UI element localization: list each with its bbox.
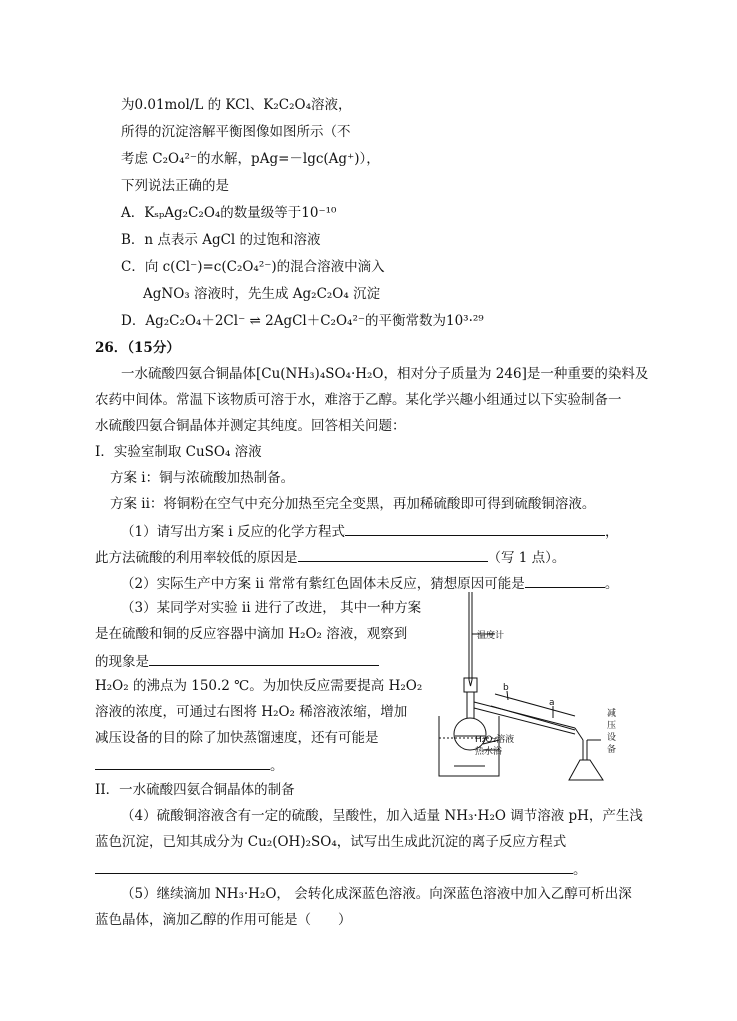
question-1-reason-prompt: 此方法硫酸的利用率较低的原因是: [95, 550, 298, 566]
question-4-line-2: 蓝色沉淀，已知其成分为 Cu₂(OH)₂SO₄，试写出生成此沉淀的离子反应方程式: [95, 834, 567, 850]
answer-blank-3a[interactable]: [149, 650, 379, 666]
receiving-flask: [569, 760, 603, 780]
question-4-line-3: [95, 858, 587, 880]
option-b: B．n 点表示 AgCl 的过饱和溶液: [121, 232, 321, 248]
question-4-line-1: （4）硫酸铜溶液含有一定的硫酸，呈酸性，加入适量 NH₃·H₂O 调节溶液 pH，产生浅: [121, 808, 643, 824]
vacuum-label-char-2: 压: [607, 721, 617, 731]
question-3-line-1: （3）某同学对实验 ii 进行了改进， 其中一种方案: [121, 600, 422, 616]
option-a: A．KₛₚAg₂C₂O₄的数量级等于10⁻¹⁰: [121, 205, 337, 221]
question-2-prompt: （2）实际生产中方案 ii 常常有紫红色固体未反应，猜想原因可能是: [121, 576, 525, 592]
thermometer-label: 温度计: [477, 631, 505, 641]
answer-blank-1b[interactable]: [298, 546, 488, 562]
question-3-line-6: 减压设备的目的除了加快蒸馏速度，还有可能是: [95, 730, 379, 746]
plan-i: 方案 i：铜与浓硫酸加热制备。: [110, 470, 295, 486]
question-5-line-2: 蓝色晶体，滴加乙醇的作用可能是（ ）: [95, 912, 352, 928]
prev-question-line-2: 所得的沉淀溶解平衡图像如图所示（不: [121, 124, 351, 140]
vacuum-label-char-3: 设: [607, 733, 617, 743]
section-1-heading: I．实验室制取 CuSO₄ 溶液: [95, 444, 262, 460]
question-3-line-5: 溶液的浓度，可通过右图将 H₂O₂ 稀溶液浓缩，增加: [95, 704, 408, 720]
punctuation: 。: [270, 758, 284, 774]
question-3-line-4: H₂O₂ 的沸点为 150.2 ℃。为加快反应需要提高 H₂O₂: [95, 678, 423, 694]
vacuum-distillation-apparatus-diagram: [425, 590, 625, 782]
answer-blank-4[interactable]: [95, 858, 573, 874]
punctuation: ，: [605, 524, 619, 540]
hot-water-bath-beaker: [439, 716, 499, 776]
prev-question-line-3: 考虑 C₂O₄²⁻的水解，pAg=－lgc(Ag⁺)），: [121, 151, 380, 167]
intro-line-3: 水硫酸四氨合铜晶体并测定其纯度。回答相关问题：: [95, 418, 406, 434]
question-1-line-1: [121, 520, 619, 542]
answer-blank-2[interactable]: [525, 572, 605, 588]
question-26-heading: 26．（15分）: [95, 340, 180, 356]
option-c-line-2: AgNO₃ 溶液时，先生成 Ag₂C₂O₄ 沉淀: [143, 286, 381, 302]
question-1-prompt: （1）请写出方案 i 反应的化学方程式: [121, 524, 345, 540]
intro-line-1: 一水硫酸四氨合铜晶体[Cu(NH₃)₄SO₄·H₂O，相对分子质量为 246]是一种重要的染料及: [121, 366, 649, 382]
question-5-line-1: （5）继续滴加 NH₃·H₂O， 会转化成深蓝色溶液。向深蓝色溶液中加入乙醇可析出深: [121, 886, 632, 902]
question-3-line-7: [95, 754, 284, 776]
prev-question-line-4: 下列说法正确的是: [121, 178, 229, 194]
question-1-line-2: [95, 546, 565, 568]
label-a: a: [549, 698, 555, 708]
question-3-line-3: [95, 650, 379, 672]
answer-blank-1a[interactable]: [345, 520, 605, 536]
h2o2-solution-label: H₂O₂溶液: [475, 735, 515, 745]
vacuum-label-char-4: 备: [607, 745, 617, 755]
question-1-note: （写 1 点）。: [487, 550, 566, 566]
answer-blank-3b[interactable]: [95, 754, 270, 770]
vacuum-label-char-1: 减: [607, 709, 617, 719]
question-3-line-2: 是在硫酸和铜的反应容器中滴加 H₂O₂ 溶液，观察到: [95, 626, 408, 642]
prev-question-line-1: 为0.01mol/L 的 KCl、K₂C₂O₄溶液，: [121, 97, 352, 113]
option-c-line-1: C．向 c(Cl⁻)=c(C₂O₄²⁻)的混合溶液中滴入: [121, 259, 385, 275]
option-d: D．Ag₂C₂O₄＋2Cl⁻ ⇌ 2AgCl＋C₂O₄²⁻的平衡常数为10³·²⁹: [121, 313, 484, 329]
question-3-phenomenon-prompt: 的现象是: [95, 654, 149, 670]
punctuation: 。: [604, 576, 619, 592]
punctuation: 。: [573, 862, 587, 878]
intro-line-2: 农药中间体。常温下该物质可溶于水，难溶于乙醇。某化学兴趣小组通过以下实验制备一: [95, 392, 622, 408]
section-2-heading: II．一水硫酸四氨合铜晶体的制备: [95, 782, 295, 798]
round-bottom-flask: [454, 718, 486, 750]
hot-water-bath-label: 热水浴: [475, 747, 503, 757]
label-b: b: [503, 683, 509, 693]
plan-ii: 方案 ii：将铜粉在空气中充分加热至完全变黑，再加稀硫酸即可得到硫酸铜溶液。: [110, 496, 596, 512]
